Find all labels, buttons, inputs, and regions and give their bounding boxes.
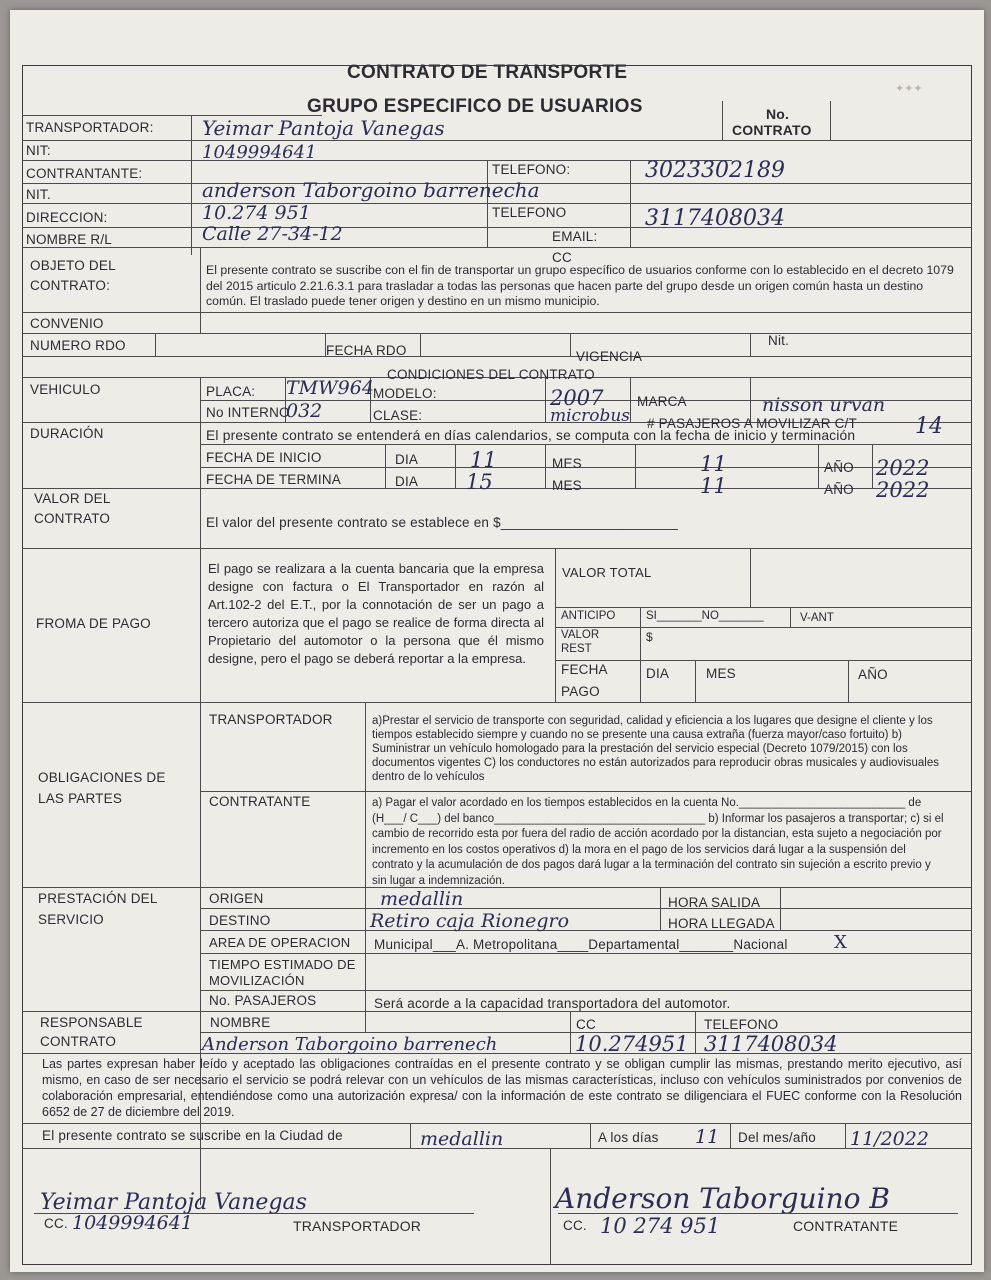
- contratante-signature: Anderson Taborguino B: [555, 1182, 890, 1215]
- responsable-nombre-label: NOMBRE: [210, 1015, 271, 1030]
- mes-ano-value: 11/2022: [850, 1128, 929, 1150]
- termina-mes-value: 11: [700, 474, 727, 498]
- placa-label: PLACA:: [206, 384, 256, 399]
- contract-sheet: [10, 10, 984, 1272]
- forma-pago-text: El pago se realizara a la cuenta bancaria que la empresa designe con factura o El Transportador en razón al Art.102-2 del E.T., por la connotación de ser un pago a tercero autoriza que el pago se realice de forma directa al Propietario del automotor o la persona que él mismo designe, pero el pago se deberá reportar a la empresa.: [208, 561, 544, 666]
- nit1-label: NIT:: [26, 143, 51, 158]
- ciudad-label: El presente contrato se suscribe en la Ciudad de: [42, 1128, 343, 1143]
- obligaciones-contratante-text: a) Pagar el valor acordado en los tiempos establecidos en la cuenta No.__________________________ de (H___/ C___) del banco_________________________________ b) Informar los pasajeros a transportar; c) si el cambio de recorrido esta por fuera del radio de acción acordado por la distancian, esta sujeto a negociación por incremento en los costos operativos d) la mora en el pago de los servicios dará lugar a la suspensión del contrato y la acumulación de dos pagos dará lugar a la terminación del contrato sin sujeción a escrito previo y sin lugar a indemnización.: [372, 797, 944, 887]
- area-options: Municipal___A. Metropolitana____Departamental_______Nacional: [374, 937, 788, 952]
- no-pasajeros-text: Será acorde a la capacidad transportadora del automotor.: [374, 996, 731, 1011]
- telefono2-label: TELEFONO: [492, 205, 567, 220]
- inicio-mes-value: 11: [700, 452, 727, 476]
- origen-label: ORIGEN: [209, 891, 264, 906]
- dias-value: 11: [695, 1126, 720, 1148]
- corner-stamp: ✦✦✦: [895, 83, 923, 95]
- forma-pago-label: FROMA DE PAGO: [36, 616, 151, 631]
- modelo-value: 2007: [550, 386, 604, 410]
- objeto-label-2: CONTRATO:: [30, 278, 111, 293]
- nit2-label: NIT.: [26, 187, 51, 202]
- no-pasajeros-label: No. PASAJEROS: [209, 993, 317, 1008]
- right-cc-label: CC.: [563, 1218, 587, 1233]
- servicio-label-2: SERVICIO: [38, 912, 104, 927]
- origen-value: medallin: [380, 888, 464, 910]
- obligaciones-label-1: OBLIGACIONES DE: [38, 770, 166, 785]
- valor-rest-label: VALOR: [561, 629, 600, 641]
- left-cc-label: CC.: [44, 1216, 68, 1231]
- cc-label: CC: [552, 250, 572, 265]
- valor-label-1: VALOR DEL: [34, 491, 111, 506]
- nit2-value: 10.274 951: [202, 202, 311, 224]
- termina-dia-label: DIA: [395, 474, 419, 489]
- fecha-inicio-label: FECHA DE INICIO: [206, 450, 322, 465]
- obligaciones-transportador-text: a)Prestar el servicio de transporte con seguridad, calidad y eficiencia a los lugares que designe el cliente y los tiempos establecido siempre y cuando no se presente una causa extraña (fuerza mayor/caso fortuito) b) Suministrar un vehículo homologado para la prestación del servicio especial (Decreto 1079/2015) con los documentos vigentes C) los conductores no están autorizados para reproducir obras musicales y audiovisuales dentro de lo vehículos: [372, 715, 939, 783]
- transportador-signature: Yeimar Pantoja Vanegas: [40, 1190, 307, 1215]
- hora-salida-label: HORA SALIDA: [668, 895, 761, 910]
- pago-label: PAGO: [561, 684, 600, 699]
- transportador-label: TRANSPORTADOR:: [26, 120, 154, 135]
- valor-text: El valor del presente contrato se establece en $_______________________: [206, 515, 679, 530]
- area-nacional-mark: X: [834, 932, 847, 953]
- valor-total-label: VALOR TOTAL: [562, 565, 652, 580]
- document-title: CONTRATO DE TRANSPORTE: [347, 62, 628, 83]
- pasajeros-label: # PASAJEROS A MOVILIZAR C/T: [647, 416, 857, 431]
- placa-value: TMW964: [286, 377, 374, 399]
- fecha-pago-label: FECHA: [561, 662, 608, 677]
- inicio-ano-value: 2022: [876, 456, 930, 480]
- vigencia-label: VIGENCIA: [576, 349, 643, 364]
- numero-rdo-label: NUMERO RDO: [30, 338, 126, 353]
- termina-ano-value: 2022: [876, 478, 930, 502]
- dias-label: A los días: [598, 1130, 659, 1145]
- rest-label: REST: [561, 643, 592, 655]
- vehiculo-label: VEHICULO: [30, 382, 101, 397]
- duracion-text: El presente contrato se entenderá en días calendarios, se computa con la fecha de inicio y terminación: [206, 428, 856, 443]
- clase-value: microbus: [550, 406, 630, 426]
- destino-value: Retiro caja Rionegro: [370, 910, 570, 932]
- contract-no-label: No.: [766, 106, 790, 122]
- no-interno-value: 032: [286, 400, 323, 422]
- termina-dia-value: 15: [466, 470, 493, 494]
- no-interno-label: No INTERNO: [206, 405, 290, 420]
- document-subtitle: GRUPO ESPECIFICO DE USUARIOS: [307, 96, 643, 117]
- telefono2-value: 3117408034: [645, 206, 785, 231]
- transportador-value: Yeimar Pantoja Vanegas: [202, 116, 445, 140]
- telefono1-label: TELEFONO:: [492, 162, 571, 177]
- email-label: EMAIL:: [552, 229, 598, 244]
- left-role: TRANSPORTADOR: [293, 1218, 422, 1234]
- hora-llegada-label: HORA LLEGADA: [668, 916, 775, 931]
- inicio-ano-label: AÑO: [824, 460, 854, 475]
- tiempo-label-1: TIEMPO ESTIMADO DE: [209, 957, 356, 972]
- area-operacion-label: AREA DE OPERACION: [209, 935, 351, 950]
- contract-label: CONTRATO: [732, 122, 812, 138]
- pago-dia-label: DIA: [646, 666, 670, 681]
- pago-ano-label: AÑO: [858, 667, 888, 682]
- contratante-value: anderson Taborgoino barrenecha: [202, 178, 540, 202]
- obligaciones-contratante-label: CONTRATANTE: [209, 794, 311, 809]
- anticipo-si-no: SI_______NO_______: [646, 610, 764, 622]
- responsable-cc-label: CC: [576, 1017, 596, 1032]
- valor-label-2: CONTRATO: [34, 511, 111, 526]
- contratante-label: CONTRANTANTE:: [26, 166, 143, 181]
- responsable-cc-value: 10.274951: [575, 1032, 689, 1056]
- convenio-nit-label: Nit.: [768, 333, 790, 348]
- obligaciones-transportador-label: TRANSPORTADOR: [209, 712, 333, 727]
- condiciones-heading: CONDICIONES DEL CONTRATO: [387, 367, 595, 382]
- inicio-dia-value: 11: [470, 448, 497, 472]
- pago-mes-label: MES: [706, 666, 736, 681]
- tiempo-label-2: MOVILIZACIÓN: [209, 973, 305, 988]
- pasajeros-value: 14: [915, 414, 943, 439]
- clase-label: CLASE:: [373, 408, 423, 423]
- marca-label: MARCA: [637, 394, 687, 409]
- destino-label: DESTINO: [209, 913, 271, 928]
- nombre-rl-label: NOMBRE R/L: [26, 232, 113, 247]
- termina-mes-label: MES: [552, 478, 582, 493]
- marca-value: nisson urvan: [762, 394, 886, 416]
- telefono1-value: 3023302189: [645, 158, 785, 183]
- duracion-label: DURACIÓN: [30, 426, 104, 441]
- responsable-label-2: CONTRATO: [40, 1034, 117, 1049]
- modelo-label: MODELO:: [373, 386, 437, 401]
- fecha-rdo-label: FECHA RDO: [326, 343, 407, 358]
- ciudad-value: medallin: [420, 1128, 504, 1150]
- mes-ano-label: Del mes/año: [738, 1130, 816, 1145]
- responsable-nombre-value: Anderson Taborgoino barrenech: [202, 1034, 498, 1055]
- left-cc-value: 1049994641: [72, 1212, 193, 1234]
- direccion-value: Calle 27-34-12: [202, 223, 343, 245]
- servicio-label-1: PRESTACIÓN DEL: [38, 891, 158, 906]
- inicio-dia-label: DIA: [395, 452, 419, 467]
- valor-rest-value: $: [646, 630, 653, 644]
- responsable-telefono-label: TELEFONO: [704, 1017, 779, 1032]
- right-role: CONTRATANTE: [793, 1218, 899, 1234]
- v-ant-label: V-ANT: [800, 612, 834, 624]
- fecha-termina-label: FECHA DE TERMINA: [206, 472, 341, 487]
- convenio-label: CONVENIO: [30, 316, 104, 331]
- objeto-label-1: OBJETO DEL: [30, 258, 116, 273]
- right-cc-value: 10 274 951: [600, 1214, 721, 1238]
- responsable-label-1: RESPONSABLE: [40, 1015, 143, 1030]
- obligaciones-label-2: LAS PARTES: [38, 791, 123, 806]
- anticipo-label: ANTICIPO: [561, 610, 616, 622]
- closing-text: Las partes expresan haber leído y aceptado las obligaciones contraídas en el presente contrato y se obligan cumplir las mismas, prestando merito ejecutivo, así mismo, en caso de ser necesario el servicio se podrá relevar con un vehículos de las mismas características, incluso con vehículos suministrados por convenios de colaboración empresarial, entendiéndose como una autorización expresa/ con la información de este contrato se diligenciara el FUEC conforme con la Resolución 6652 de 27 de diciembre del 2019.: [42, 1057, 962, 1119]
- inicio-mes-label: MES: [552, 456, 582, 471]
- objeto-text: El presente contrato se suscribe con el fin de transportar un grupo específico de usuarios conforme con lo establecido en el decreto 1079 del 2015 articulo 2.21.6.3.1 para trasladar a todas las personas que hacen parte del grupo desde un origen común hasta un destino común. El traslado puede tener origen y destino en un mismo municipio.: [206, 263, 954, 308]
- responsable-telefono-value: 3117408034: [704, 1032, 838, 1056]
- termina-ano-label: AÑO: [824, 482, 854, 497]
- direccion-label: DIRECCION:: [26, 210, 108, 225]
- nit1-value: 1049994641: [202, 142, 317, 163]
